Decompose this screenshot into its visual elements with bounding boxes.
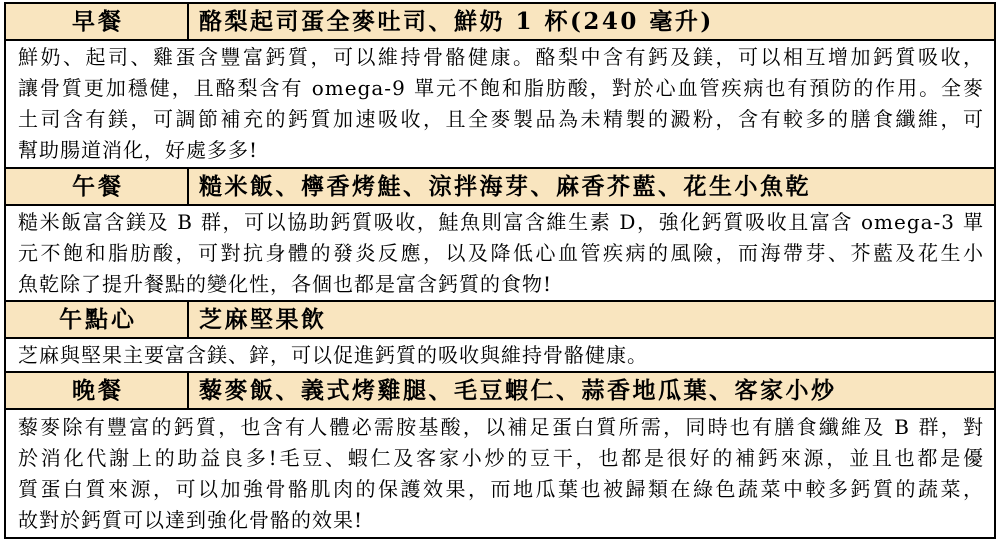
description-line: 糙米飯富含鎂及 B 群，可以協助鈣質吸收，鮭魚則富含維生素 D，強化鈣質吸收且富含 omega-3 單	[18, 209, 984, 234]
description-line: 藜麥除有豐富的鈣質，也含有人體必需胺基酸，以補足蛋白質所需，同時也有膳食纖維及 B 群，對	[18, 414, 984, 439]
meal-menu-lunch: 糙米飯、檸香烤鮭、涼拌海芽、麻香芥藍、花生小魚乾	[199, 173, 811, 200]
description-line: 讓骨質更加穩健，且酪梨含有 omega-9 單元不飽和脂肪酸，對於心血管疾病也有預防的作用。全麥	[18, 76, 984, 100]
dinner-description	[6, 410, 994, 537]
meal-plan-table	[4, 2, 996, 539]
meal-menu-afternoon-snack: 芝麻堅果飲	[199, 306, 327, 333]
dinner-header-row	[6, 373, 994, 410]
description-line: 芝麻與堅果主要富含鎂、鋅，可以促進鈣質的吸收與維持骨骼健康。	[18, 342, 648, 367]
description-line: 質蛋白質來源，可以加強骨骼肌肉的保護效果，而地瓜葉也被歸類在綠色蔬菜中較多鈣質的蔬菜，	[18, 476, 984, 501]
lunch-description	[6, 206, 994, 302]
description-line: 元不飽和脂肪酸，可對抗身體的發炎反應，以及降低心血管疾病的風險，而海帶芽、芥藍及花生小	[18, 240, 984, 265]
afternoon-snack-description	[6, 339, 994, 373]
meal-name-breakfast: 早餐	[6, 4, 189, 39]
description-line: 故對於鈣質可以達到強化骨骼的效果!	[18, 507, 364, 532]
breakfast-description	[6, 41, 994, 169]
lunch-header-row	[6, 169, 994, 206]
meal-menu-dinner: 藜麥飯、義式烤雞腿、毛豆蝦仁、蒜香地瓜葉、客家小炒	[199, 377, 837, 404]
meal-name-dinner: 晚餐	[6, 373, 189, 408]
afternoon-snack-header-row	[6, 302, 994, 339]
description-line: 土司含有鎂，可調節補充的鈣質加速吸收，且全麥製品為未精製的澱粉，含有較多的膳食纖維，可	[18, 107, 984, 131]
description-line: 於消化代謝上的助益良多!毛豆、蝦仁及客家小炒的豆干，也都是很好的補鈣來源，並且也都是優	[18, 445, 984, 470]
breakfast-header-row	[6, 4, 994, 41]
description-line: 幫助腸道消化，好處多多!	[18, 138, 259, 162]
meal-name-afternoon-snack: 午點心	[6, 302, 189, 337]
meal-menu-breakfast: 酪梨起司蛋全麥吐司、鮮奶 1 杯(240 毫升)	[199, 8, 714, 35]
description-line: 鮮奶、起司、雞蛋含豐富鈣質，可以維持骨骼健康。酪梨中含有鈣及鎂，可以相互增加鈣質吸收，	[18, 45, 984, 69]
meal-name-lunch: 午餐	[6, 169, 189, 204]
description-line: 魚乾除了提升餐點的變化性，各個也都是富含鈣質的食物!	[18, 271, 553, 296]
